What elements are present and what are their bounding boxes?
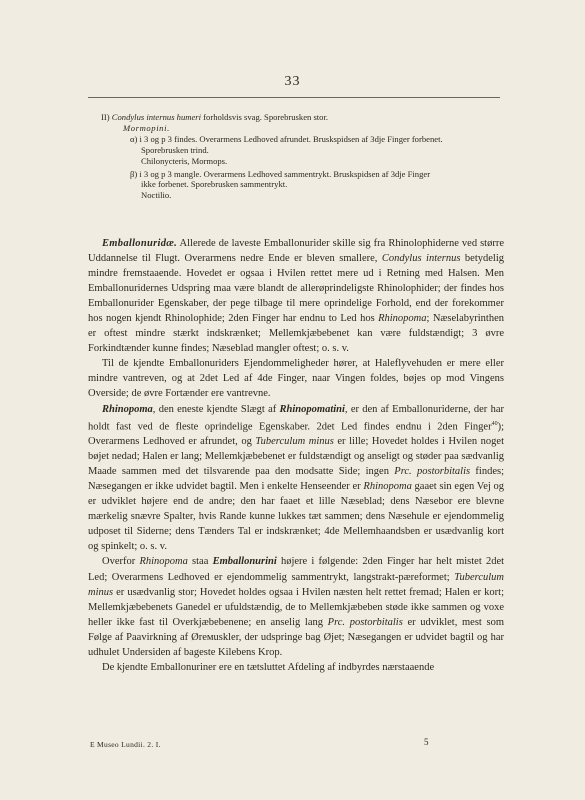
paragraph: De kjendte Emballonuriner ere en tætsluttet Afdeling af indbyrdes nærstaaende	[102, 661, 435, 673]
paragraph: Til de kjendte Emballonuriders Ejendommeligheder hører, at Haleflyvehuden er mere eller mindre vantreven, og at 2det Led af 4de Finger, naar Vingen foldes, bøjes op mod Vingens Overside; de øvre Fortænder ere vantrevne.	[88, 358, 504, 400]
footnote-ref: 40	[491, 420, 498, 427]
page-number: 33	[284, 74, 301, 89]
outline-line: Sporebrusken trind.	[141, 144, 209, 155]
section-heading: Emballonuridæ.	[102, 238, 178, 249]
footer-signature: E Museo Lundii. 2. I.	[90, 740, 161, 749]
body-text	[88, 236, 504, 675]
header-rule	[88, 97, 500, 98]
footer-sheet-number: 5	[424, 737, 429, 747]
outline-line: β) i 3 og p 3 mangle. Overarmens Ledhoved sammentrykt. Bruskspidsen af 3dje Finger	[130, 168, 431, 179]
outline-line: α) i 3 og p 3 findes. Overarmens Ledhoved afrundet. Bruskspidsen af 3dje Finger forbenet.	[130, 133, 443, 144]
outline-group-name: Mormopini.	[123, 122, 170, 133]
paragraph: Emballonuridæ. Allerede de laveste Emballonurider skille sig fra Rhinolophiderne ved større Uddannelse til Flugt. Overarmens nedre Ende er bleven smallere, Condylus internus betydelig mindre fremstaaende. Hovedet er ogsaa i Hvilen rettet mere ud i Retning med Halsen. Men Emballonuridernes Udspring maa være blandt de allerøprindeligste Rhinolophider; der findes hos Emballonurider Egenskaber, der pege tilbage til mere oprindelige Forhold, end der forekommer hos nogen kjendt Rhinolophide; 2den Finger har endnu to Led hos Rhinopoma; Næselabyrinthen er oftest mindre stærkt indskrænket; Mellemkjæbebenet kan være fuldstændigt; 3 øvre Forkindtænder kunne findes; Næseblad mangler oftest; o. s. v.	[88, 238, 504, 355]
paragraph: Rhinopoma, den eneste kjendte Slægt af Rhinopomatini, er den af Emballonuriderne, der har holdt fast ved de fleste oprindelige Egenskaber. 2det Led findes endnu i 2den Finger$^{40}$); Overarmens Ledhoved er afrundet, og Tuberculum minus er lille; Hovedet holdes i Hvilen noget bøjet nedad; Halen er lang; Mellemkjæbebenet er fuldstændigt og anseligt og støder paa sædvanlig Maade sammen med det tilsvarende paa den modsatte Side; ingen Prc. postorbitalis findes; Næsegangen er ikke udvidet bagtil. Men i enkelte Henseender er Rhinopoma gaaet sin egen Vej og er udviklet højere end de andre; den har faaet et lille Næseblad; dens Næsebor ere blevne mærkelig snævre Spalter, hvis Rande kunne lukkes tæt sammen; dens Næsehule er ejendommelig udposet til Siderne; dens Tænders Tal er indskrænket; 4de Mellemhaandsben er usædvanlig kort og spinkelt; o. s. v.	[88, 403, 504, 553]
paragraph: Overfor Rhinopoma staa Emballonurini højere i følgende: 2den Finger har helt mistet 2det Led; Overarmens Ledhoved er ejendommelig sammentrykt, langstrakt-pæreformet; Tuberculum minus er usædvanlig stor; Hovedet holdes ogsaa i Hvilen næsten helt rettet fremad; Halen er kort; Mellemkjæbebenets Ganedel er ufuldstændig, de to Mellemkjæbeben støde ikke sammen og voxe heller ikke fast til Overkjæbebenene; en anselig lang Prc. postorbitalis er udviklet, mest som Følge af Paavirkning af Ørемuskler, der udspringe bag Øjet; Næsegangen er udvidet bagtil og har udhulet Undersiden af bageste Kilebens Krop.	[88, 556, 505, 658]
outline-line: II) Condylus internus humeri forholdsvis svag. Sporebrusken stor.	[101, 112, 329, 122]
outline-line: Chilonycteris, Mormops.	[141, 155, 228, 166]
outline-line: ikke forbenet. Sporebrusken sammentrykt.	[141, 179, 288, 190]
classification-outline	[101, 112, 505, 201]
outline-line: Noctilio.	[141, 190, 172, 201]
